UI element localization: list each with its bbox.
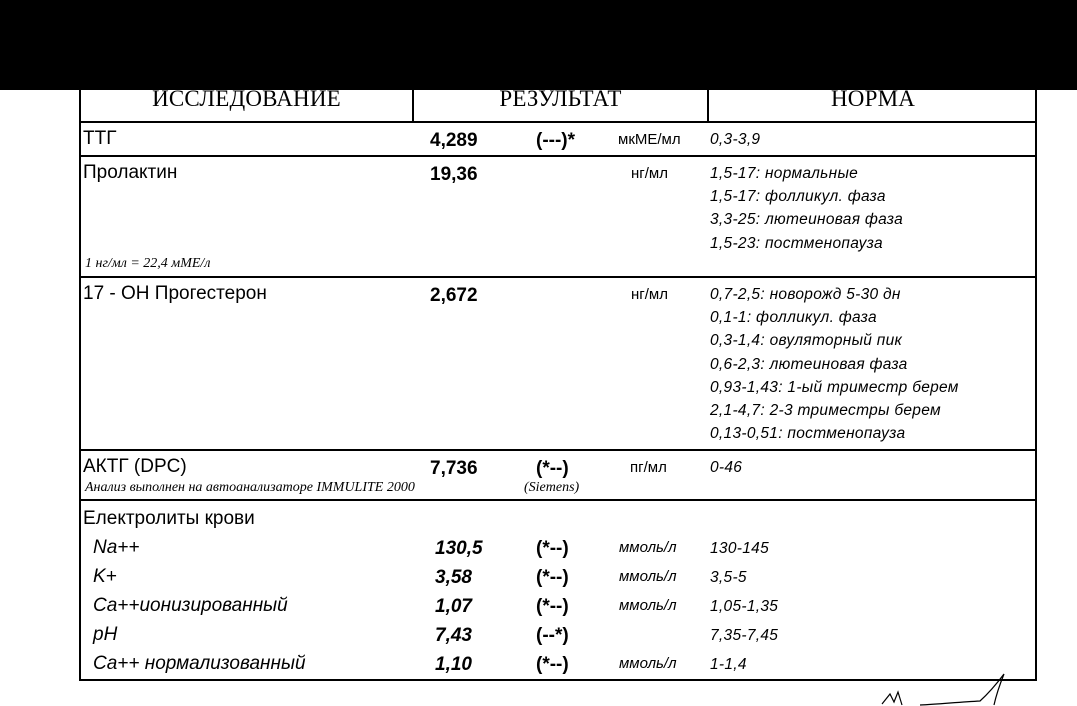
electrolyte-norm: 1,05-1,35 bbox=[710, 598, 779, 615]
electrolyte-name: Ca++ нормализованный bbox=[93, 653, 306, 674]
electrolyte-name: pH bbox=[93, 624, 118, 645]
electrolyte-value: 7,43 bbox=[435, 625, 472, 646]
electrolyte-unit: ммоль/л bbox=[619, 655, 677, 672]
lab-results-table bbox=[79, 78, 1037, 681]
electrolyte-flag: (--*) bbox=[536, 625, 569, 646]
group-title: Електролиты крови bbox=[83, 508, 255, 529]
electrolyte-norm: 3,5-5 bbox=[710, 569, 747, 586]
norm-line: 1,5-17: фолликул. фаза bbox=[710, 188, 886, 206]
electrolyte-value: 1,10 bbox=[435, 654, 472, 675]
electrolyte-value: 1,07 bbox=[435, 596, 472, 617]
analyzer-note: Анализ выполнен на автоанализаторе IMMULITE 2000 bbox=[85, 480, 415, 495]
analyzer-vendor: (Siemens) bbox=[524, 480, 580, 495]
electrolyte-norm: 1-1,4 bbox=[710, 656, 747, 673]
norm-line: 0,6-2,3: лютеиновая фаза bbox=[710, 355, 908, 373]
signature-mark bbox=[880, 672, 1020, 706]
norm-list bbox=[710, 283, 959, 445]
electrolyte-flag: (*--) bbox=[536, 538, 569, 559]
header-result: РЕЗУЛЬТАТ bbox=[499, 86, 622, 111]
electrolyte-flag: (*--) bbox=[536, 567, 569, 588]
norm-line: 0,7-2,5: новорожд 5-30 дн bbox=[710, 286, 901, 303]
electrolyte-value: 130,5 bbox=[435, 538, 483, 559]
norm-range: 0,3-3,9 bbox=[710, 131, 761, 148]
result-value: 2,672 bbox=[430, 285, 478, 306]
norm-line: 1,5-23: постменопауза bbox=[710, 234, 883, 252]
result-flag: (*--) bbox=[536, 458, 569, 479]
result-unit: мкМЕ/мл bbox=[618, 131, 681, 148]
electrolyte-norm: 7,35-7,45 bbox=[710, 627, 779, 644]
electrolyte-unit: ммоль/л bbox=[619, 597, 677, 614]
test-name: 17 - ОН Прогестерон bbox=[83, 283, 267, 304]
result-flag: (---)* bbox=[536, 130, 576, 151]
norm-line: 2,1-4,7: 2-3 триместры берем bbox=[710, 402, 941, 420]
electrolyte-flag: (*--) bbox=[536, 654, 569, 675]
test-name: Пролактин bbox=[83, 162, 178, 183]
electrolyte-unit: ммоль/л bbox=[619, 568, 677, 585]
result-unit: пг/мл bbox=[630, 459, 667, 476]
header-norm: НОРМА bbox=[830, 86, 916, 111]
electrolyte-norm: 130-145 bbox=[710, 540, 769, 557]
conversion-note: 1 нг/мл = 22,4 мМЕ/л bbox=[85, 256, 211, 271]
row-divider bbox=[81, 155, 1035, 157]
electrolyte-flag: (*--) bbox=[536, 596, 569, 617]
test-name: ТТГ bbox=[83, 128, 117, 149]
result-value: 4,289 bbox=[430, 130, 478, 151]
norm-line: 0,3-1,4: овуляторный пик bbox=[710, 332, 903, 350]
norm-range: 0-46 bbox=[710, 459, 743, 476]
norm-line: 3,3-25: лютеиновая фаза bbox=[710, 211, 903, 229]
header-test: ИССЛЕДОВАНИЕ bbox=[152, 86, 341, 111]
norm-list bbox=[710, 162, 903, 255]
electrolyte-name: Ca++ионизированный bbox=[93, 595, 288, 616]
row-divider bbox=[81, 499, 1035, 501]
result-value: 19,36 bbox=[430, 164, 478, 185]
row-divider bbox=[81, 449, 1035, 451]
result-value: 7,736 bbox=[430, 458, 478, 479]
result-unit: нг/мл bbox=[631, 165, 668, 182]
norm-line: 0,1-1: фолликул. фаза bbox=[710, 309, 877, 327]
electrolyte-unit: ммоль/л bbox=[619, 539, 677, 556]
norm-line: 1,5-17: нормальные bbox=[710, 165, 859, 182]
redaction-bar bbox=[0, 0, 1077, 90]
row-divider bbox=[81, 121, 1035, 123]
test-name: АКТГ (DPC) bbox=[83, 456, 187, 477]
electrolyte-value: 3,58 bbox=[435, 567, 472, 588]
result-unit: нг/мл bbox=[631, 286, 668, 303]
row-divider bbox=[81, 276, 1035, 278]
electrolyte-name: K+ bbox=[93, 566, 117, 587]
electrolyte-name: Na++ bbox=[93, 537, 140, 558]
norm-line: 0,93-1,43: 1-ый триместр берем bbox=[710, 378, 959, 396]
norm-line: 0,13-0,51: постменопауза bbox=[710, 425, 906, 443]
